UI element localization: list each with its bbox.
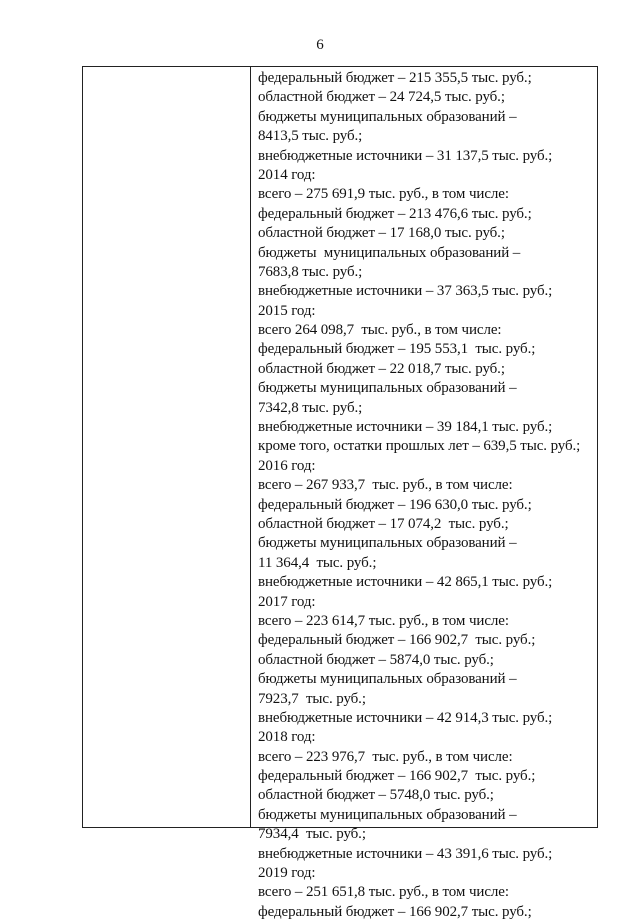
funding-line: федеральный бюджет – 166 902,7 тыс. руб.; — [258, 903, 532, 920]
column-divider — [250, 67, 251, 827]
funding-line: областной бюджет – 5748,0 тыс. руб.; — [258, 787, 494, 804]
funding-line: федеральный бюджет – 166 902,7 тыс. руб.; — [258, 632, 536, 649]
funding-line: бюджеты муниципальных образований – — [258, 535, 517, 552]
funding-line: 2015 год: — [258, 302, 316, 319]
funding-line: федеральный бюджет – 215 355,5 тыс. руб.; — [258, 70, 532, 86]
table-right-cell — [258, 69, 598, 922]
funding-line: 8413,5 тыс. руб.; — [258, 128, 363, 145]
funding-line: всего 264 098,7 тыс. руб., в том числе: — [258, 322, 502, 339]
funding-line: внебюджетные источники – 31 137,5 тыс. руб.; — [258, 147, 553, 164]
funding-line: внебюджетные источники – 39 184,1 тыс. руб.; — [258, 419, 553, 436]
funding-line: всего – 267 933,7 тыс. руб., в том числе: — [258, 477, 513, 494]
funding-line: всего – 251 651,8 тыс. руб., в том числе: — [258, 884, 509, 901]
funding-line: 11 364,4 тыс. руб.; — [258, 554, 377, 571]
funding-line: 2019 год: — [258, 865, 316, 882]
funding-line: всего – 223 976,7 тыс. руб., в том числе: — [258, 748, 513, 765]
funding-line: 7683,8 тыс. руб.; — [258, 263, 363, 280]
funding-line: бюджеты муниципальных образований – — [258, 671, 517, 688]
funding-line: 2014 год: — [258, 166, 316, 183]
funding-line: всего – 223 614,7 тыс. руб., в том числе: — [258, 612, 509, 629]
funding-line: внебюджетные источники – 43 391,6 тыс. руб.; — [258, 845, 553, 862]
funding-line: внебюджетные источники – 37 363,5 тыс. руб.; — [258, 283, 553, 300]
page-number: 6 — [316, 37, 324, 53]
funding-line: внебюджетные источники – 42 914,3 тыс. руб.; — [258, 709, 553, 726]
funding-line: всего – 275 691,9 тыс. руб., в том числе: — [258, 186, 509, 203]
funding-table — [82, 66, 598, 920]
funding-line: бюджеты муниципальных образований – — [258, 806, 517, 823]
funding-line: 7923,7 тыс. руб.; — [258, 690, 366, 707]
table-left-cell — [83, 67, 250, 827]
funding-line: областной бюджет – 5874,0 тыс. руб.; — [258, 651, 494, 668]
funding-line: бюджеты муниципальных образований – — [258, 108, 517, 125]
funding-line: федеральный бюджет – 196 630,0 тыс. руб.; — [258, 496, 532, 513]
funding-line: бюджеты муниципальных образований – — [258, 244, 521, 261]
funding-line: 2018 год: — [258, 729, 316, 746]
funding-line: 2017 год: — [258, 593, 316, 610]
funding-line: 7342,8 тыс. руб.; — [258, 399, 363, 416]
funding-line: областной бюджет – 17 168,0 тыс. руб.; — [258, 225, 505, 242]
funding-line: внебюджетные источники – 42 865,1 тыс. руб.; — [258, 574, 553, 591]
funding-line: 7934,4 тыс. руб.; — [258, 826, 366, 843]
funding-line: областной бюджет – 24 724,5 тыс. руб.; — [258, 89, 505, 106]
funding-line: федеральный бюджет – 195 553,1 тыс. руб.; — [258, 341, 536, 358]
funding-line: кроме того, остатки прошлых лет – 639,5 тыс. руб.; — [258, 438, 581, 455]
funding-line: 2016 год: — [258, 457, 316, 474]
funding-line: федеральный бюджет – 166 902,7 тыс. руб.; — [258, 768, 536, 785]
funding-line: бюджеты муниципальных образований – — [258, 380, 517, 397]
funding-line: областной бюджет – 22 018,7 тыс. руб.; — [258, 360, 505, 377]
funding-line: областной бюджет – 17 074,2 тыс. руб.; — [258, 515, 509, 532]
funding-line: федеральный бюджет – 213 476,6 тыс. руб.; — [258, 205, 532, 222]
